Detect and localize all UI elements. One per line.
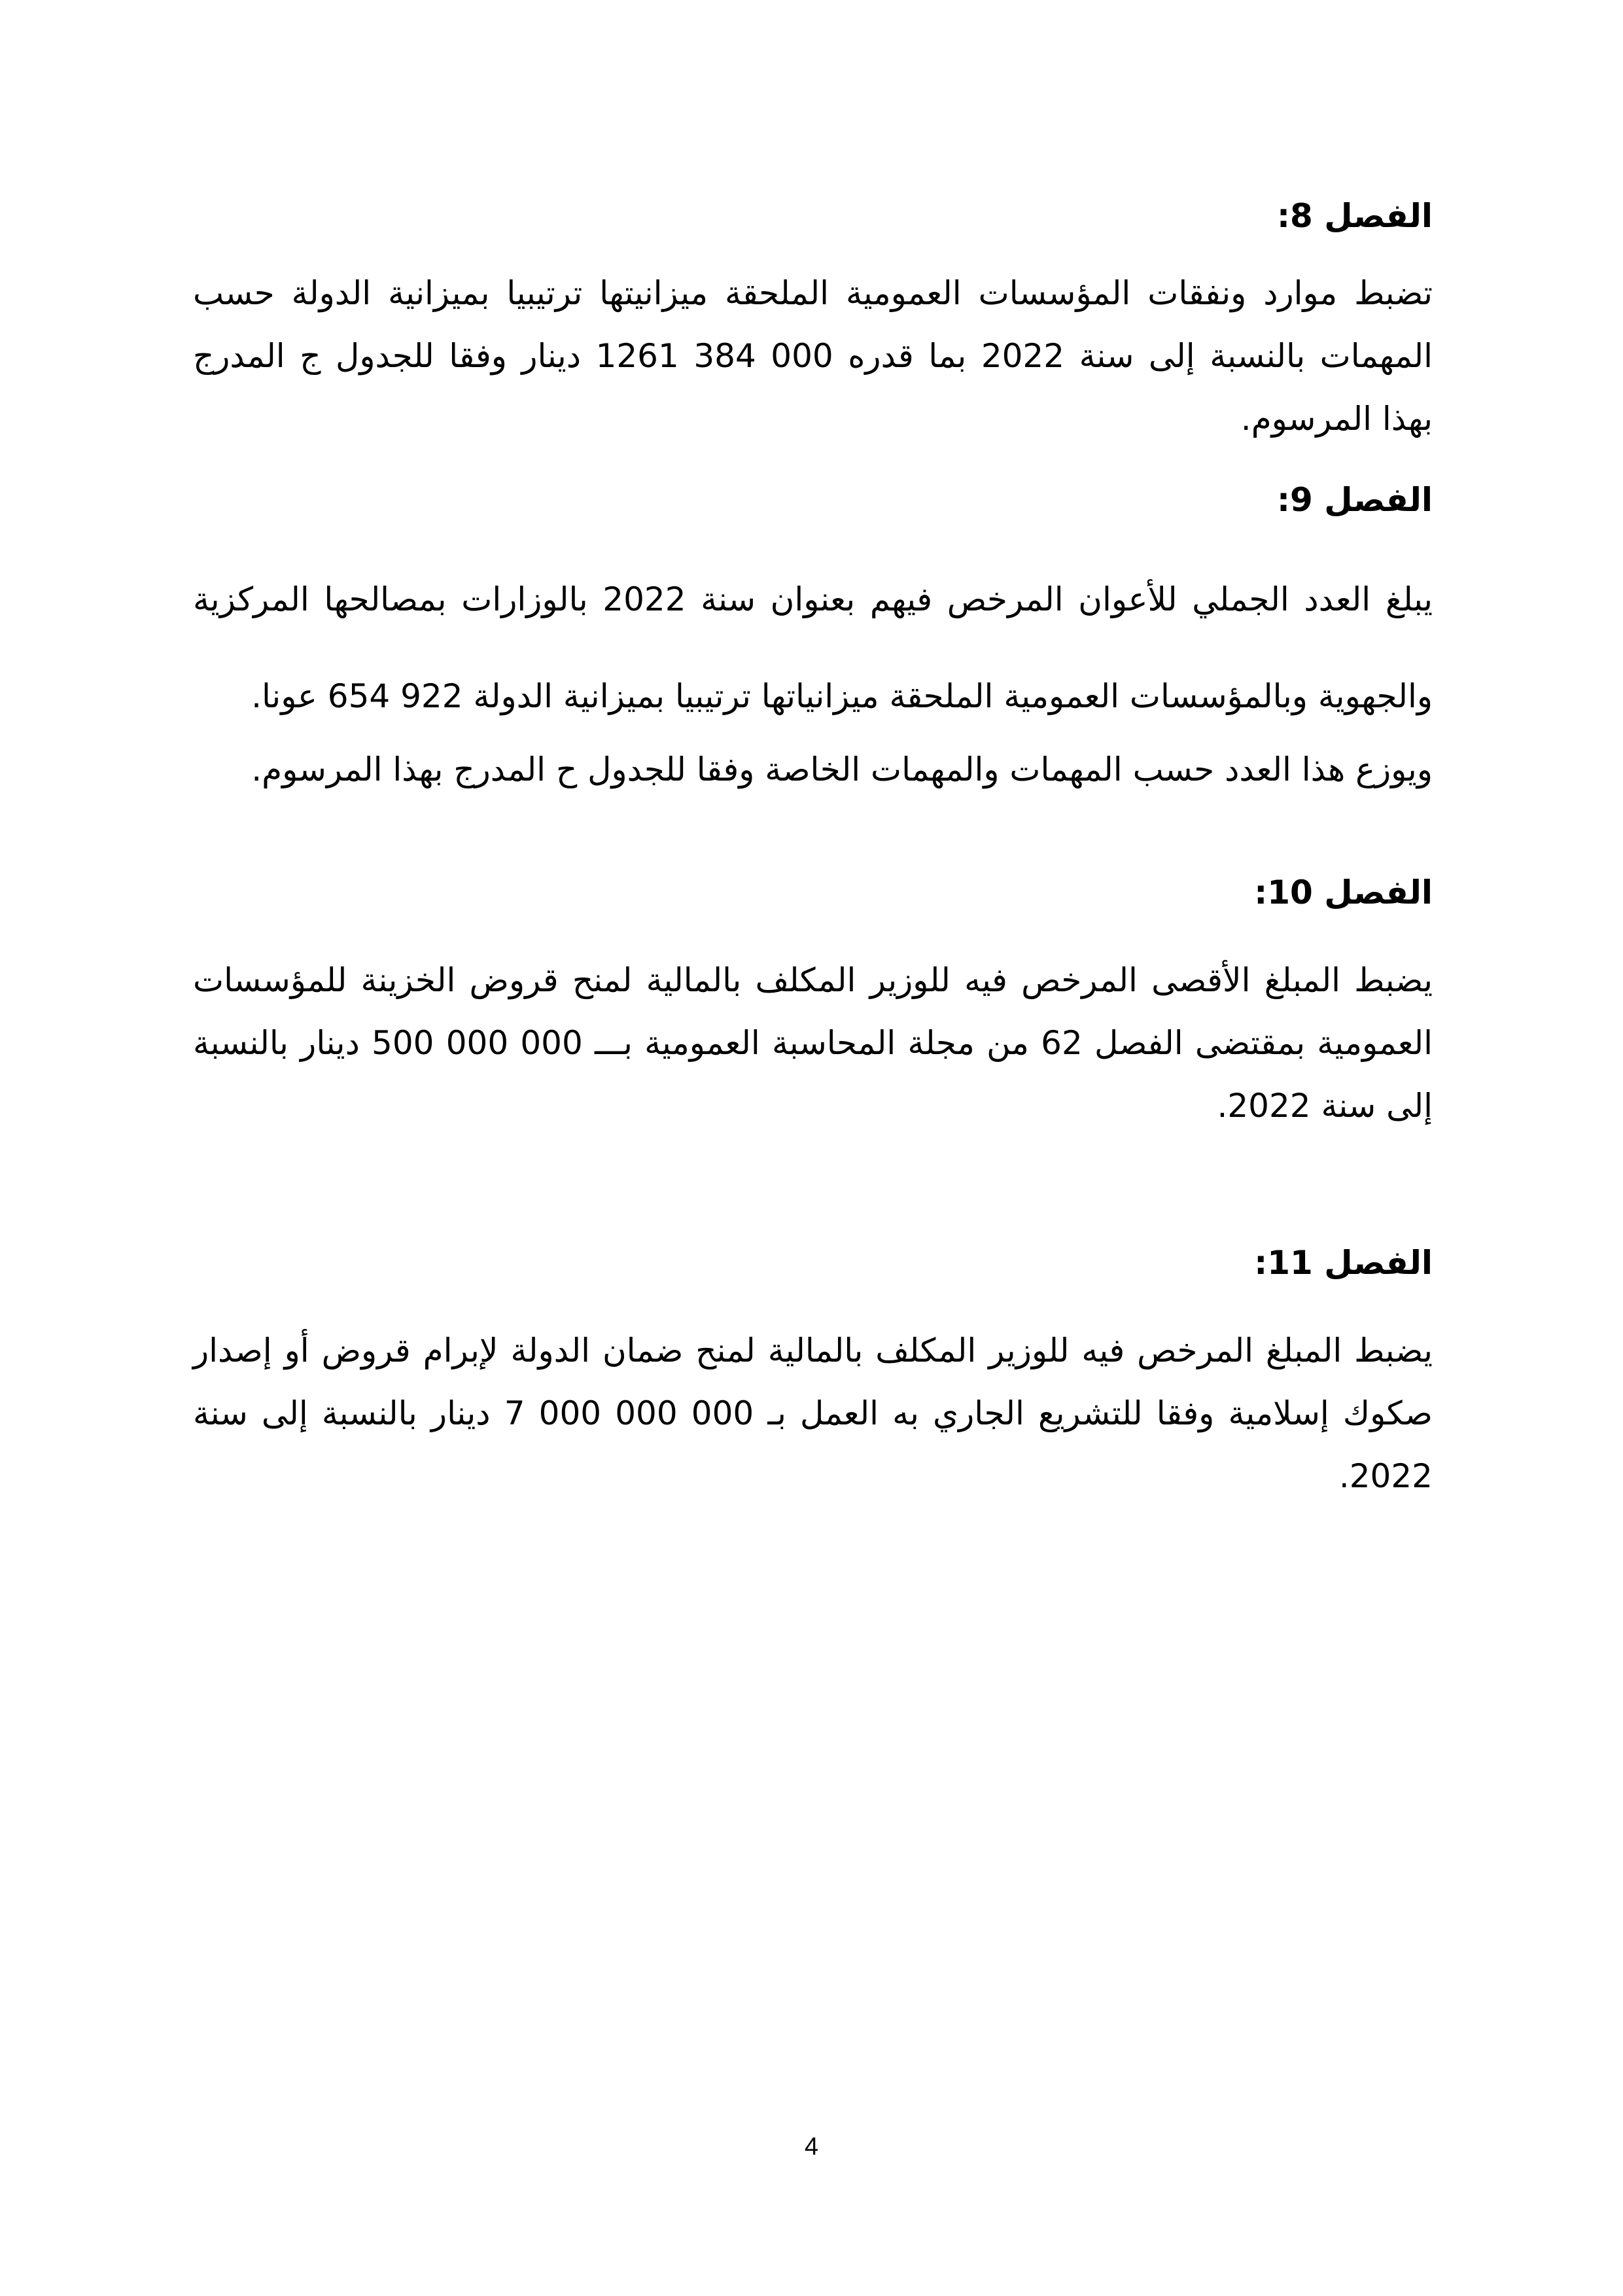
- section-11-heading: الفصل 11:: [1254, 1244, 1433, 1282]
- section-8-heading: الفصل 8:: [1277, 197, 1433, 235]
- section-11-paragraph: يضبط المبلغ المرخص فيه للوزير المكلف بالمالية لمنح ضمان الدولة لإبرام قروض أو إصدار صكوك إسلامية وفقا للتشريع الجاري به العمل بـ 000 000 000 7 دينار بالنسبة إلى سنة 2022.: [193, 1332, 1433, 1495]
- section-10-paragraph: يضبط المبلغ الأقصى المرخص فيه للوزير المكلف بالمالية لمنح قروض الخزينة للمؤسسات العمومية بمقتضى الفصل 62 من مجلة المحاسبة العمومية بـــ 000 000 500 دينار بالنسبة إلى سنة 2022.: [193, 961, 1433, 1125]
- section-10-heading: الفصل 10:: [1254, 874, 1433, 911]
- section-9-heading: الفصل 9:: [1277, 481, 1433, 519]
- page-number: 4: [804, 2133, 819, 2161]
- section-9-paragraph-2: ويوزع هذا العدد حسب المهمات والمهمات الخاصة وفقا للجدول ح المدرج بهذا المرسوم.: [251, 751, 1433, 788]
- section-8-paragraph: تضبط موارد ونفقات المؤسسات العمومية الملحقة ميزانيتها ترتيبيا بميزانية الدولة حسب المهمات بالنسبة إلى سنة 2022 بما قدره 000 384 1261 دينار وفقا للجدول ج المدرج بهذا المرسوم.: [193, 274, 1433, 438]
- section-9-paragraph-1: يبلغ العدد الجملي للأعوان المرخص فيهم بعنوان سنة 2022 بالوزارات بمصالحها المركزية والجهوية وبالمؤسسات العمومية الملحقة ميزانياتها ترتيبيا بميزانية الدولة 922 654 عونا.: [193, 580, 1433, 715]
- document-body: [193, 190, 1433, 1508]
